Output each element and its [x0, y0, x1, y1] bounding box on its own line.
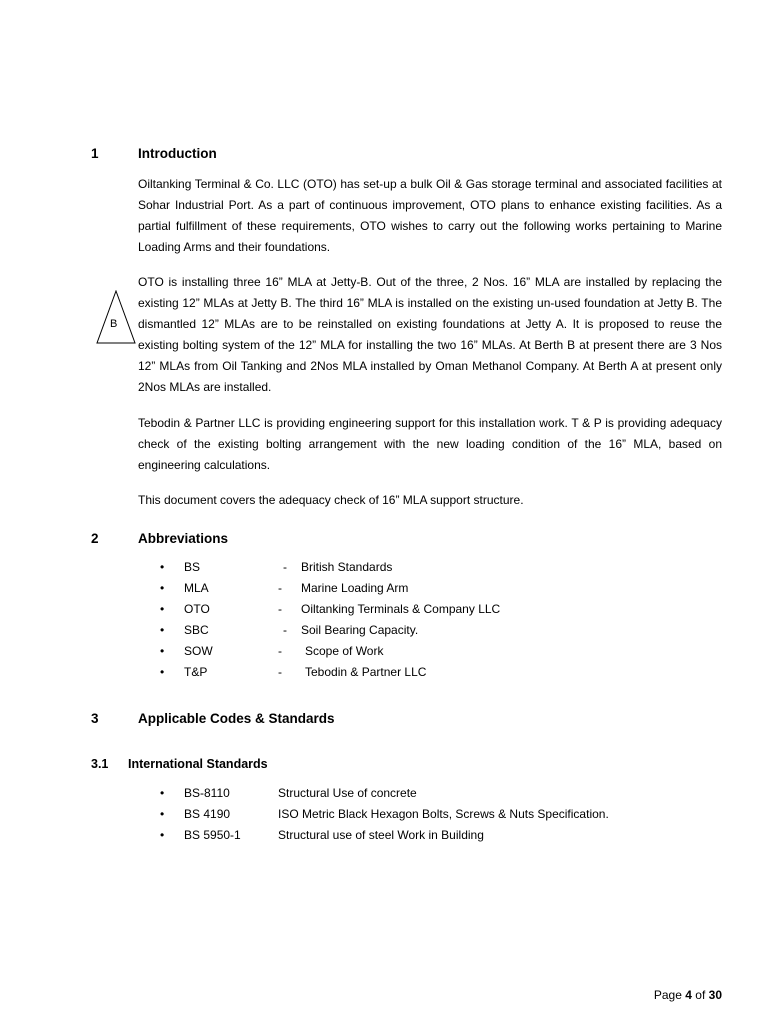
subsection-3-1-number: 3.1 — [91, 757, 109, 771]
bullet-icon: • — [160, 644, 165, 658]
list-item — [0, 807, 768, 825]
page-prefix: Page — [653, 988, 682, 1002]
intro-paragraph-2: OTO is installing three 16” MLA at Jetty-B. Out of the three, 2 Nos. 16” MLA are installed by replacing the existing 12” MLAs at Jetty B. The third 16” MLA is installed on the existing un-used foundation at Jetty B. The dismantled 12” MLAs are to be reinstalled on existing foundations at Jetty A. It is proposed to reuse the existing bolting system of the 12” MLA for installing the two 16” MLAs. At Berth B at present there are 3 Nos 12” MLAs from Oil Tanking and 2Nos MLA installed by Oman Methanol Company. At Berth A at present only 2Nos MLAs are installed. — [138, 275, 722, 394]
subsection-3-1-title: International Standards — [128, 757, 268, 771]
intro-paragraph-4: This document covers the adequacy check of 16” MLA support structure. — [138, 493, 524, 507]
revision-letter: B — [110, 318, 118, 330]
abbreviation: OTO — [184, 602, 210, 616]
list-item — [0, 560, 768, 578]
section-3-number: 3 — [91, 711, 99, 726]
abbreviation-meaning: Marine Loading Arm — [301, 581, 409, 595]
standard-description: ISO Metric Black Hexagon Bolts, Screws & Nuts Specification. — [278, 807, 609, 821]
page-current: 4 — [685, 988, 692, 1002]
list-item — [0, 602, 768, 620]
list-item — [0, 665, 768, 683]
bullet-icon: • — [160, 581, 165, 595]
list-item — [0, 581, 768, 599]
abbreviation-dash: - — [278, 581, 282, 595]
standard-code: BS-8110 — [184, 786, 230, 800]
section-1-number: 1 — [91, 146, 99, 161]
standard-description: Structural use of steel Work in Building — [278, 828, 484, 842]
abbreviation-dash: - — [278, 665, 282, 679]
abbreviation-dash: - — [283, 560, 287, 574]
abbreviation: SBC — [184, 623, 209, 637]
list-item — [0, 644, 768, 662]
page-number — [654, 988, 722, 1002]
page-of: of — [695, 988, 706, 1002]
bullet-icon: • — [160, 786, 165, 800]
intro-paragraph-3: Tebodin & Partner LLC is providing engineering support for this installation work. T & P is providing adequacy check of the existing bolting arrangement with the new loading condition of the 16” MLA, based on engineering calculations. — [138, 416, 722, 472]
abbreviation-meaning: Scope of Work — [305, 644, 384, 658]
page-total: 30 — [708, 988, 722, 1002]
abbreviation-meaning: Tebodin & Partner LLC — [305, 665, 427, 679]
bullet-icon: • — [160, 807, 165, 821]
abbreviation: SOW — [184, 644, 213, 658]
section-3-title: Applicable Codes & Standards — [138, 711, 335, 726]
bullet-icon: • — [160, 623, 165, 637]
bullet-icon: • — [160, 828, 165, 842]
revision-triangle-icon — [96, 290, 136, 344]
section-2-number: 2 — [91, 531, 99, 546]
abbreviation-meaning: Oiltanking Terminals & Company LLC — [301, 602, 501, 616]
intro-paragraph-1: Oiltanking Terminal & Co. LLC (OTO) has set-up a bulk Oil & Gas storage terminal and associated facilities at Sohar Industrial Port. As a part of continuous improvement, OTO plans to enhance existing facilities. As a partial fulfillment of these requirements, OTO wishes to carry out the following works pertaining to Marine Loading Arms and their foundations. — [138, 177, 722, 254]
abbreviation-meaning: Soil Bearing Capacity. — [301, 623, 419, 637]
standard-code: BS 4190 — [184, 807, 231, 821]
list-item — [0, 786, 768, 804]
abbreviation: MLA — [184, 581, 209, 595]
bullet-icon: • — [160, 665, 165, 679]
abbreviation-dash: - — [278, 602, 282, 616]
list-item — [0, 828, 768, 846]
standard-code: BS 5950-1 — [184, 828, 241, 842]
section-2-title: Abbreviations — [138, 531, 229, 546]
abbreviation: T&P — [184, 665, 208, 679]
abbreviation-dash: - — [278, 644, 282, 658]
section-1-title: Introduction — [138, 146, 217, 161]
list-item — [0, 623, 768, 641]
abbreviation: BS — [184, 560, 201, 574]
standard-description: Structural Use of concrete — [278, 786, 417, 800]
abbreviation-meaning: British Standards — [301, 560, 393, 574]
bullet-icon: • — [160, 602, 165, 616]
bullet-icon: • — [160, 560, 165, 574]
abbreviation-dash: - — [283, 623, 287, 637]
